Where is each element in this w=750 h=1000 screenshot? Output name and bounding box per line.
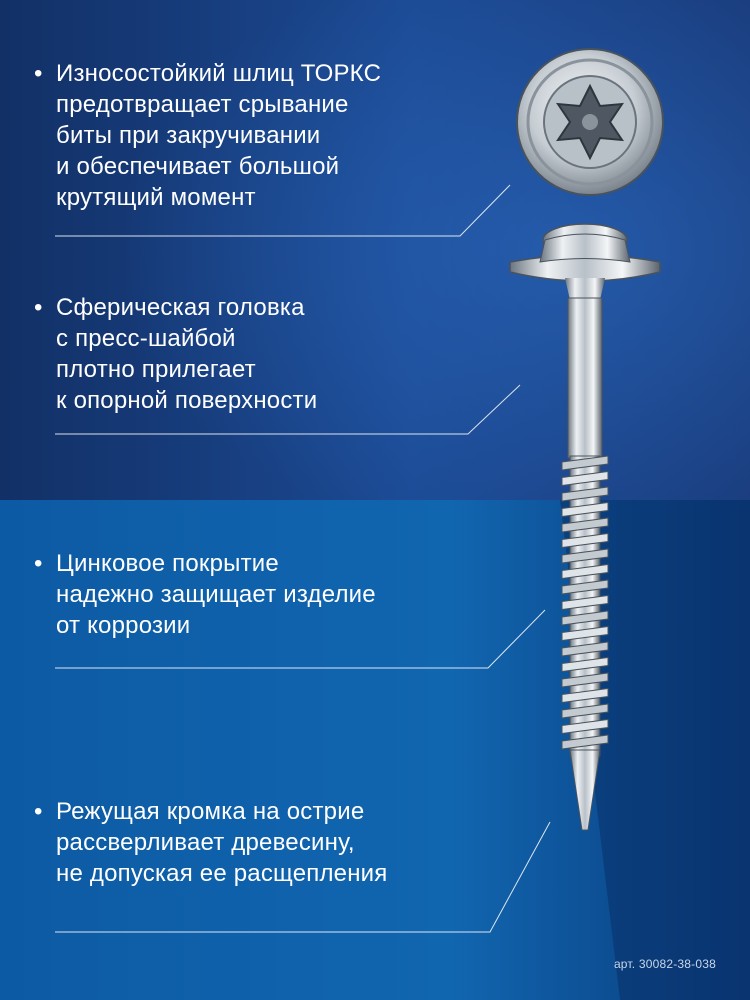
bullet: • bbox=[34, 798, 43, 825]
bullet: • bbox=[34, 294, 43, 321]
torx-head-icon bbox=[517, 49, 663, 195]
feature-text: Износостойкий шлиц ТОРКС предотвращает срывание биты при закручивании и обеспечивает большой крутящий момент bbox=[56, 60, 382, 211]
feature-text: Сферическая головка с пресс-шайбой плотно прилегает к опорной поверхности bbox=[56, 294, 318, 414]
feature-text: Цинковое покрытие надежно защищает изделие от коррозии bbox=[56, 550, 376, 639]
bullet: • bbox=[34, 60, 43, 87]
article-number: арт. 30082-38-038 bbox=[613, 957, 716, 971]
bullet: • bbox=[34, 550, 43, 577]
feature-text: Режущая кромка на острие рассверливает древесину, не допуская ее расщепления bbox=[56, 798, 388, 887]
